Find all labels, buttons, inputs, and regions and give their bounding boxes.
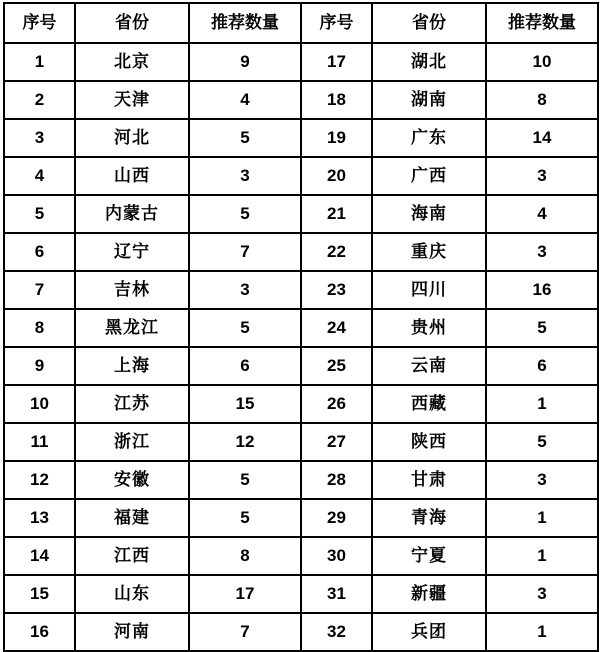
- cell-province-right: 甘肃: [372, 461, 486, 499]
- cell-count-left: 5: [189, 119, 301, 157]
- cell-index-left: 6: [4, 233, 75, 271]
- column-header-index-right: 序号: [301, 3, 372, 43]
- table-row: [4, 119, 598, 157]
- cell-province-right: 西藏: [372, 385, 486, 423]
- table-row: [4, 233, 598, 271]
- cell-index-right: 30: [301, 537, 372, 575]
- cell-count-right: 1: [486, 537, 598, 575]
- table-body: [4, 43, 598, 651]
- cell-count-right: 4: [486, 195, 598, 233]
- cell-count-right: 16: [486, 271, 598, 309]
- cell-province-right: 湖南: [372, 81, 486, 119]
- cell-province-right: 湖北: [372, 43, 486, 81]
- cell-province-left: 河北: [75, 119, 189, 157]
- table-row: [4, 499, 598, 537]
- cell-count-right: 3: [486, 461, 598, 499]
- cell-index-left: 15: [4, 575, 75, 613]
- table-row: [4, 271, 598, 309]
- cell-count-right: 1: [486, 613, 598, 651]
- cell-count-left: 17: [189, 575, 301, 613]
- table-row: [4, 385, 598, 423]
- cell-province-right: 广东: [372, 119, 486, 157]
- cell-count-right: 6: [486, 347, 598, 385]
- cell-count-left: 3: [189, 271, 301, 309]
- cell-index-right: 27: [301, 423, 372, 461]
- table-row: [4, 81, 598, 119]
- table-header-row: [4, 3, 598, 43]
- cell-index-left: 5: [4, 195, 75, 233]
- cell-index-right: 19: [301, 119, 372, 157]
- cell-index-left: 11: [4, 423, 75, 461]
- cell-index-left: 12: [4, 461, 75, 499]
- table-row: [4, 43, 598, 81]
- cell-count-left: 5: [189, 309, 301, 347]
- cell-province-left: 江西: [75, 537, 189, 575]
- cell-province-right: 陕西: [372, 423, 486, 461]
- cell-index-right: 18: [301, 81, 372, 119]
- table-row: [4, 423, 598, 461]
- cell-count-left: 7: [189, 613, 301, 651]
- cell-index-right: 28: [301, 461, 372, 499]
- cell-province-right: 四川: [372, 271, 486, 309]
- cell-index-left: 4: [4, 157, 75, 195]
- cell-count-left: 5: [189, 461, 301, 499]
- cell-index-right: 22: [301, 233, 372, 271]
- cell-count-left: 3: [189, 157, 301, 195]
- column-header-count-left: 推荐数量: [189, 3, 301, 43]
- cell-province-left: 山西: [75, 157, 189, 195]
- cell-count-left: 9: [189, 43, 301, 81]
- table-row: [4, 347, 598, 385]
- cell-province-left: 安徽: [75, 461, 189, 499]
- cell-index-left: 14: [4, 537, 75, 575]
- cell-index-right: 20: [301, 157, 372, 195]
- cell-count-right: 5: [486, 423, 598, 461]
- cell-count-right: 3: [486, 575, 598, 613]
- cell-index-right: 32: [301, 613, 372, 651]
- cell-index-left: 10: [4, 385, 75, 423]
- cell-count-left: 8: [189, 537, 301, 575]
- cell-count-left: 12: [189, 423, 301, 461]
- cell-province-right: 新疆: [372, 575, 486, 613]
- table-row: [4, 309, 598, 347]
- column-header-count-right: 推荐数量: [486, 3, 598, 43]
- cell-province-right: 广西: [372, 157, 486, 195]
- column-header-province-right: 省份: [372, 3, 486, 43]
- cell-count-left: 7: [189, 233, 301, 271]
- cell-count-left: 6: [189, 347, 301, 385]
- cell-index-right: 26: [301, 385, 372, 423]
- cell-province-left: 上海: [75, 347, 189, 385]
- province-recommendation-table: [3, 2, 599, 652]
- cell-province-left: 辽宁: [75, 233, 189, 271]
- cell-count-left: 5: [189, 499, 301, 537]
- cell-index-right: 25: [301, 347, 372, 385]
- cell-count-left: 5: [189, 195, 301, 233]
- cell-province-left: 江苏: [75, 385, 189, 423]
- cell-count-right: 3: [486, 157, 598, 195]
- cell-count-right: 8: [486, 81, 598, 119]
- table-row: [4, 461, 598, 499]
- cell-index-right: 29: [301, 499, 372, 537]
- cell-province-left: 山东: [75, 575, 189, 613]
- cell-province-right: 贵州: [372, 309, 486, 347]
- cell-index-left: 2: [4, 81, 75, 119]
- cell-index-right: 23: [301, 271, 372, 309]
- cell-count-left: 15: [189, 385, 301, 423]
- cell-index-left: 1: [4, 43, 75, 81]
- cell-index-left: 13: [4, 499, 75, 537]
- cell-province-left: 内蒙古: [75, 195, 189, 233]
- table-row: [4, 537, 598, 575]
- cell-index-left: 16: [4, 613, 75, 651]
- cell-count-right: 14: [486, 119, 598, 157]
- cell-province-right: 海南: [372, 195, 486, 233]
- table-row: [4, 157, 598, 195]
- cell-count-left: 4: [189, 81, 301, 119]
- cell-index-right: 21: [301, 195, 372, 233]
- table-row: [4, 613, 598, 651]
- cell-index-right: 17: [301, 43, 372, 81]
- table-head: [4, 3, 598, 43]
- column-header-province-left: 省份: [75, 3, 189, 43]
- cell-index-left: 9: [4, 347, 75, 385]
- cell-province-left: 天津: [75, 81, 189, 119]
- cell-province-right: 兵团: [372, 613, 486, 651]
- table-row: [4, 195, 598, 233]
- cell-index-right: 31: [301, 575, 372, 613]
- cell-province-left: 北京: [75, 43, 189, 81]
- cell-index-left: 7: [4, 271, 75, 309]
- cell-province-right: 云南: [372, 347, 486, 385]
- column-header-index-left: 序号: [4, 3, 75, 43]
- cell-province-left: 浙江: [75, 423, 189, 461]
- cell-province-left: 河南: [75, 613, 189, 651]
- cell-province-left: 黑龙江: [75, 309, 189, 347]
- cell-province-right: 宁夏: [372, 537, 486, 575]
- cell-province-right: 青海: [372, 499, 486, 537]
- cell-province-left: 福建: [75, 499, 189, 537]
- cell-count-right: 5: [486, 309, 598, 347]
- cell-index-left: 8: [4, 309, 75, 347]
- table-row: [4, 575, 598, 613]
- cell-count-right: 10: [486, 43, 598, 81]
- cell-count-right: 1: [486, 385, 598, 423]
- cell-index-left: 3: [4, 119, 75, 157]
- cell-index-right: 24: [301, 309, 372, 347]
- cell-province-right: 重庆: [372, 233, 486, 271]
- cell-province-left: 吉林: [75, 271, 189, 309]
- cell-count-right: 1: [486, 499, 598, 537]
- cell-count-right: 3: [486, 233, 598, 271]
